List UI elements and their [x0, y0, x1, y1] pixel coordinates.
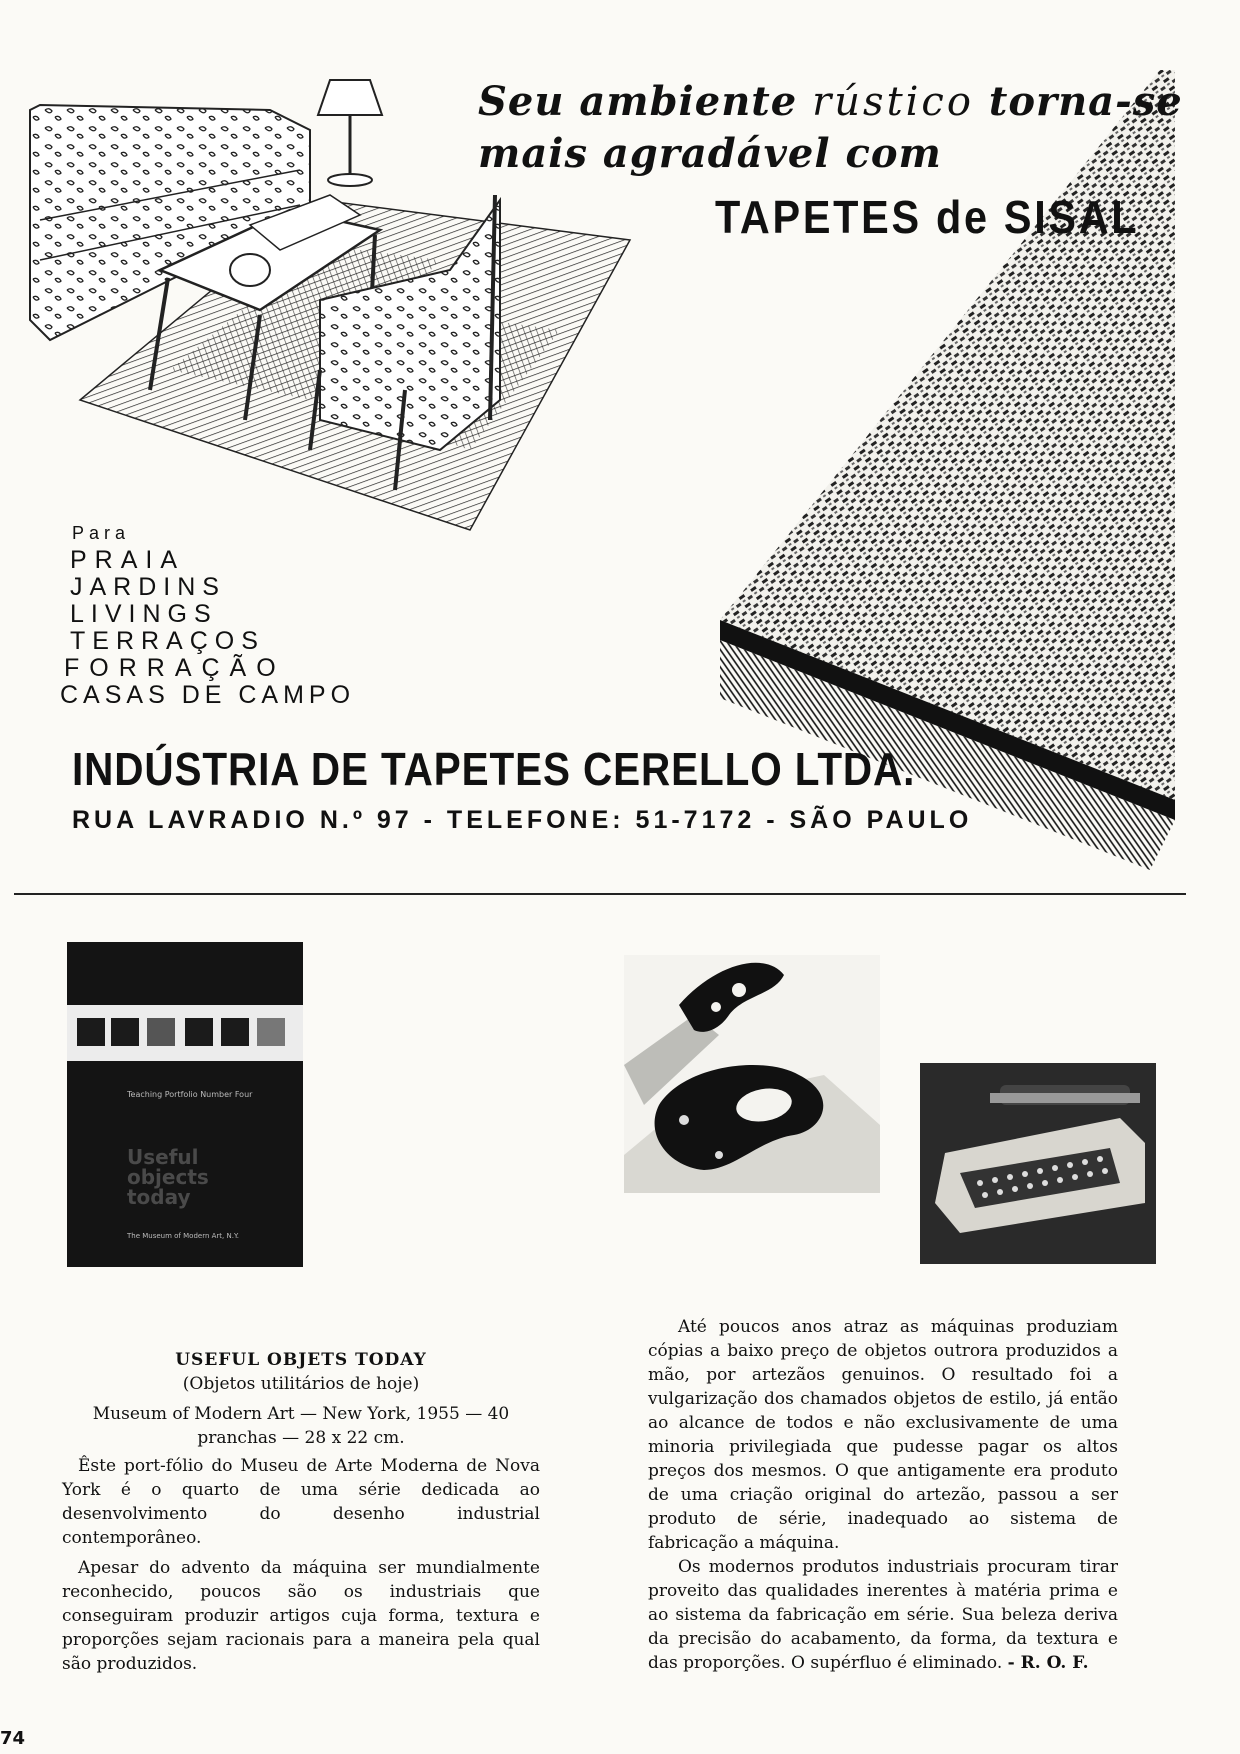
- article-right-column: [648, 1315, 1118, 1675]
- article-subtitle: (Objetos utilitários de hoje): [182, 1374, 420, 1394]
- ad-use-item: JARDINS: [70, 573, 226, 601]
- cover-square: [147, 1018, 175, 1046]
- cover-square: [185, 1018, 213, 1046]
- ad-headline-line1: Seu ambiente rústico torna-se: [478, 78, 1183, 125]
- ad-address: RUA LAVRADIO N.º 97 - TELEFONE: 51-7172 - SÃO PAULO: [72, 806, 973, 834]
- ad-uses-list: [60, 520, 355, 709]
- article-title: USEFUL OBJETS TODAY: [175, 1350, 427, 1370]
- article-paragraph: Êste port-fólio do Museu de Arte Moderna de Nova York é o quarto de uma série dedicada ao desenvolvimento do desenho industrial contemporâneo.: [62, 1456, 540, 1548]
- cover-publisher: The Museum of Modern Art, N.Y.: [127, 1232, 240, 1240]
- ad-use-item: PRAIA: [70, 546, 186, 574]
- ad-use-item: LIVINGS: [70, 600, 218, 628]
- cover-square: [221, 1018, 249, 1046]
- ad-use-item: FORRAÇÃO: [64, 654, 286, 682]
- ad-product-name: TAPETES de SISAL: [715, 191, 1140, 243]
- cover-series-text: Teaching Portfolio Number Four: [127, 1090, 253, 1099]
- article-paragraph: Os modernos produtos industriais procuram tirar proveito das qualidades inerentes à matéria prima e ao sistema da fabricação em série. Sua beleza deriva da precisão do acabamento, da forma, da textura e das proporções. O supérfluo é eliminado. - R. O. F.: [648, 1557, 1118, 1673]
- cover-square: [257, 1018, 285, 1046]
- article-left-column: [62, 1348, 540, 1682]
- article-signature: - R. O. F.: [1007, 1653, 1089, 1673]
- page-number: 74: [0, 1728, 26, 1749]
- typewriter-photo: [920, 1063, 1156, 1264]
- ad-headline-line2: mais agradável com: [478, 130, 942, 177]
- section-divider: [14, 893, 1186, 895]
- ad-company-name: INDÚSTRIA DE TAPETES CERELLO LTDA.: [72, 743, 916, 795]
- article-paragraph: Até poucos anos atraz as máquinas produziam cópias a baixo preço de objetos outrora produzidos a mão, por artezãos genuinos. O resultado foi a vulgarização dos chamados objetos de estilo, já então ao alcance de todos e não exclusivamente de uma minoria privilegiada que pudesse pagar os altos preços dos mesmos. O que antigamente era produto de uma criação original do artezão, passou a ser produto de série, inadequado ao sistema de fabricação a máquina.: [648, 1317, 1118, 1553]
- cover-square: [111, 1018, 139, 1046]
- article-credits: Museum of Modern Art — New York, 1955 — 40 pranchas — 28 x 22 cm.: [92, 1404, 510, 1448]
- ad-headline-script-word: rústico: [812, 79, 974, 125]
- book-cover-photo: [67, 942, 303, 1267]
- cover-title: Useful objects today: [127, 1145, 209, 1209]
- article-paragraph: Apesar do advento da máquina ser mundialmente reconhecido, poucos são os industriais que conseguiram produzir artigos cuja forma, textura e proporções sejam racionais para a maneira pela qual são produzidos.: [62, 1558, 540, 1674]
- cover-square: [77, 1018, 105, 1046]
- ad-use-item: CASAS DE CAMPO: [60, 681, 356, 709]
- ad-use-item: TERRAÇOS: [70, 627, 265, 655]
- handsaw-photo: [624, 955, 880, 1193]
- ad-use-item: Para: [72, 523, 131, 543]
